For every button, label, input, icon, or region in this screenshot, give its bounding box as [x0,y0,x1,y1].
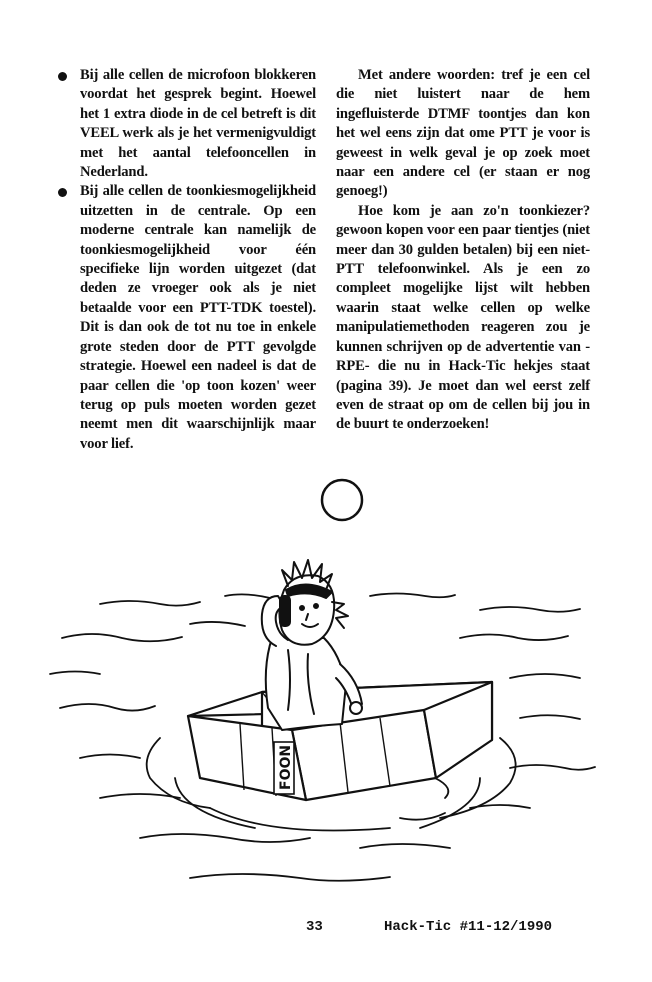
right-column [336,66,590,435]
bullet-text: Bij alle cellen de microfoon blokkeren voordat het gesprek begint. Hoewel het 1 extra diode in de cel betreft is dit VEEL werk als je het vermenigvuldigt met het aantal telefooncellen in Nederland. [80,67,316,181]
cartoon-illustration [40,478,620,918]
paragraph: Hoe kom je aan zo'n toonkiezer? gewoon kopen voor een paar tientjes (niet meer dan 30 gulden betalen) bij een niet-PTT telefoonwinkel. Als je een zo compleet mogelijke lijst wilt hebben waarin staat welke cellen op welke manipulatiemethoden reageren zou je kunnen schrijven op de advertentie van -RPE- die nu in Hack-Tic hekjes staat (pagina 39). Je moet dan wel eerst zelf even de straat op om de cellen bij jou in de buurt te onderzoeken! [336,202,590,433]
paragraph: Met andere woorden: tref je een cel die niet luistert naar de hem ingefluisterde DTMF toontjes dan kon het wel eens zijn dat ome PTT je voor is geweest in welk geval je op zoek moet naar een andere cel (er staan er nog genoeg!) [336,67,590,200]
bullet-item [56,182,316,454]
bullet-dot-icon [58,72,67,81]
page-footer [306,919,552,935]
bullet-dot-icon [58,188,67,197]
bullet-item [56,66,316,182]
issue-label: Hack-Tic #11-12/1990 [384,919,553,935]
bullet-text: Bij alle cellen de toonkiesmogelijkheid uitzetten in de centrale. Op een moderne centrale kan namelijk de toonkiesmogelijkheid voor één specifieke lijn worden uitgezet (dat deden ze vroeger ook als je niet betaalde voor een PTT-TDK toestel). Dit is dan ook de tot nu toe in enkele grote steden door de PTT gevolgde strategie. Hoewel een nadeel is dat de paar cellen die 'op toon kozen' weer terug op puls moeten worden gezet neemt men dit waarschijnlijk maar voor lief. [80,183,316,452]
moon-icon [322,480,362,520]
booth-sign-text: FOON [278,744,294,790]
left-column [56,66,316,454]
page-number: 33 [306,919,323,935]
